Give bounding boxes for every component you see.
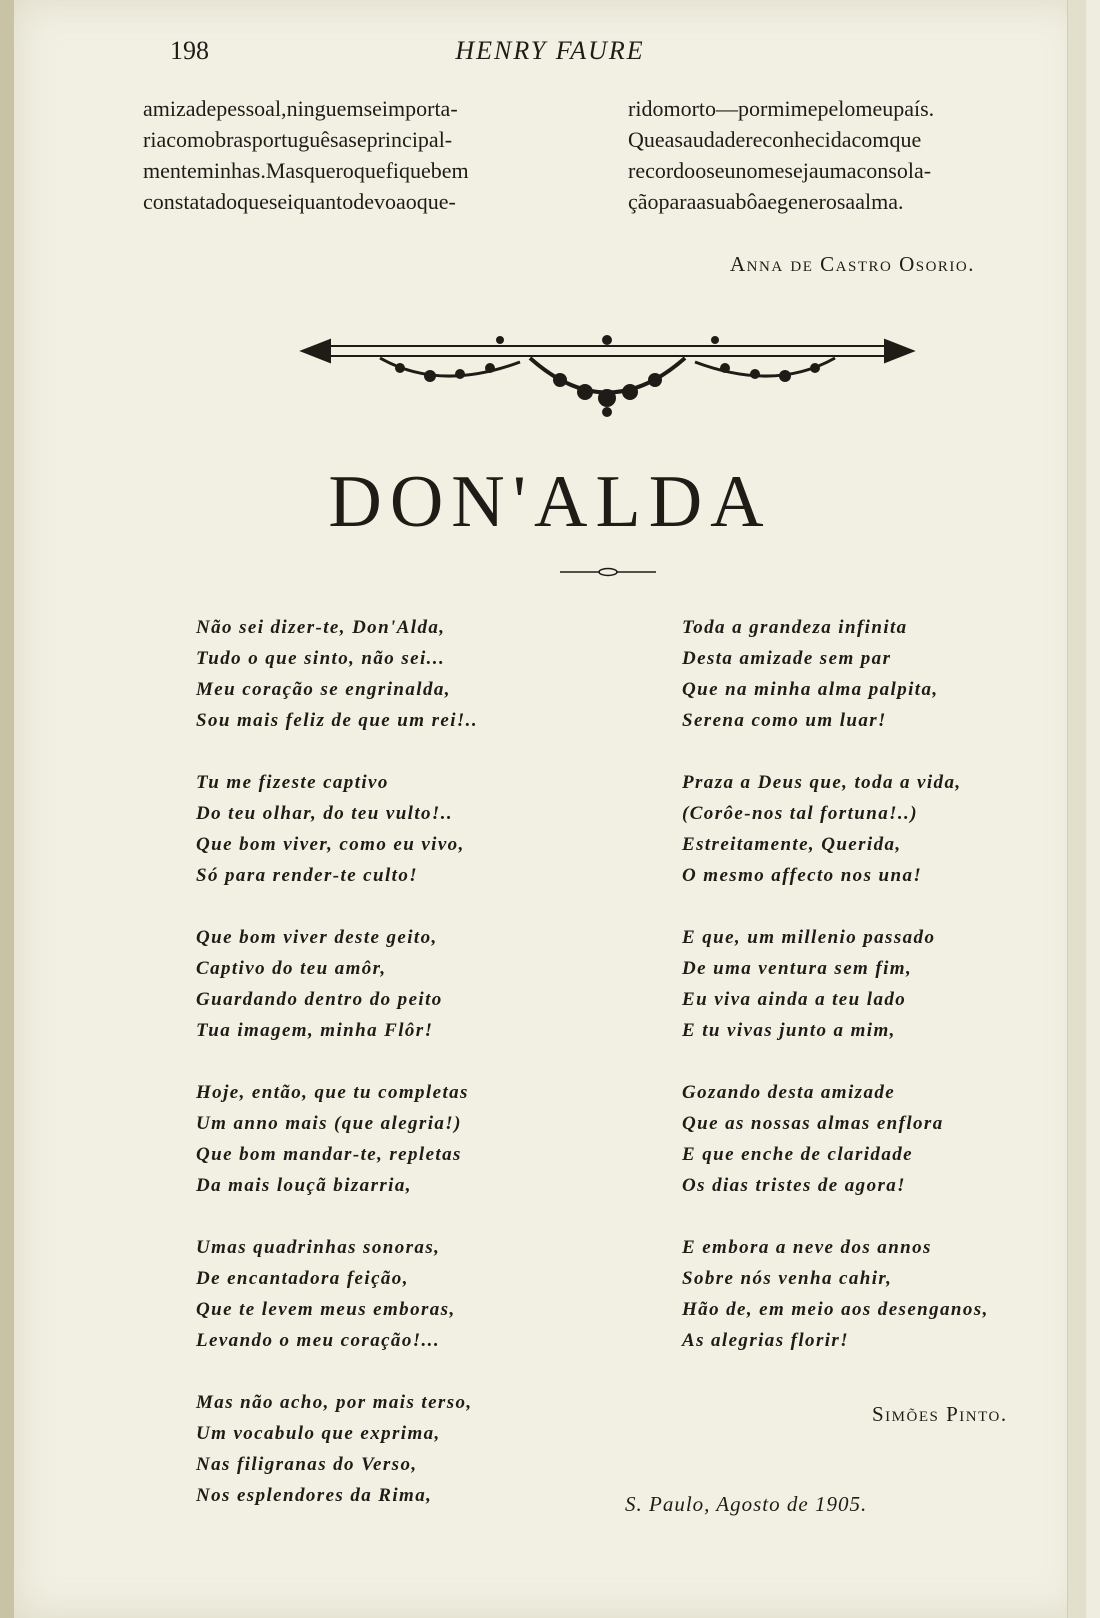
- verse-line: E que enche de claridade: [682, 1144, 913, 1165]
- prose-word: quanto: [293, 189, 354, 214]
- prose-line: [143, 124, 587, 155]
- verse-line: De encantadora feição,: [196, 1268, 409, 1289]
- prose-word: fique: [385, 158, 431, 183]
- prose-word: uma: [818, 158, 857, 183]
- page-edge: [1067, 0, 1086, 1618]
- prose-line: [628, 124, 1068, 155]
- prose-word: e: [807, 96, 818, 121]
- verse-line: Hoje, então, que tu completas: [196, 1082, 469, 1103]
- ornamental-divider: [290, 332, 925, 422]
- poem-title: DON'ALDA: [328, 461, 772, 543]
- prose-word: que: [353, 158, 386, 183]
- prose-word: bem: [430, 158, 469, 183]
- verse-line: Um vocabulo que exprima,: [196, 1423, 441, 1444]
- prose-word: ria: [143, 127, 167, 152]
- verse-line: Os dias tristes de agora!: [682, 1175, 906, 1196]
- prose-word: ao: [395, 189, 417, 214]
- prose-line: [628, 155, 1068, 186]
- prose-word: devo: [353, 189, 396, 214]
- verse-line: Sou mais feliz de que um rei!..: [196, 710, 478, 731]
- prose-line: [143, 186, 587, 217]
- verse-line: Eu viva ainda a teu lado: [682, 989, 907, 1010]
- verse-line: O mesmo affecto nos una!: [682, 865, 923, 886]
- page-gutter: [0, 0, 14, 1618]
- verse-line: Mas não acho, por mais terso,: [196, 1392, 473, 1413]
- verse-line: Que bom viver, como eu vivo,: [196, 834, 465, 855]
- prose-word: saudade: [674, 127, 746, 152]
- prose-word: ção: [628, 189, 659, 214]
- prose-column-left: [143, 93, 587, 217]
- prose-word: minhas.: [196, 158, 266, 183]
- stanza: [682, 1232, 989, 1356]
- prose-author: Anna de Castro Osorio.: [730, 252, 976, 276]
- verse-line: E embora a neve dos annos: [682, 1237, 932, 1258]
- prose-line: [143, 155, 587, 186]
- prose-word: bôa: [735, 189, 768, 214]
- verse-line: Levando o meu coração!...: [196, 1330, 440, 1351]
- verse-line: Que na minha alma palpita,: [682, 679, 939, 700]
- verse-line: As alegrias florir!: [682, 1330, 850, 1351]
- prose-word: que: [237, 189, 269, 214]
- verse-line: Guardando dentro do peito: [196, 989, 443, 1010]
- verse-line: De uma ventura sem fim,: [682, 958, 913, 979]
- prose-word: que: [889, 127, 922, 152]
- prose-word: morto—por: [663, 96, 768, 121]
- prose-word: para: [658, 189, 697, 214]
- stanza: [196, 1077, 478, 1201]
- prose-word: mente: [143, 158, 197, 183]
- verse-line: E tu vivas junto a mim,: [682, 1020, 896, 1041]
- verse-line: Que te levem meus emboras,: [196, 1299, 456, 1320]
- stanza: [196, 1387, 478, 1511]
- verse-line: Estreitamente, Querida,: [682, 834, 902, 855]
- prose-word: a: [664, 127, 675, 152]
- prose-word: país.: [893, 96, 935, 121]
- verse-line: (Corôe-nos tal fortuna!..): [682, 803, 918, 824]
- verse-line: Só para render-te culto!: [196, 865, 419, 886]
- prose-word: alma.: [855, 189, 904, 214]
- verse-line: Nas filigranas do Verso,: [196, 1454, 418, 1475]
- prose-word: ninguem: [286, 96, 364, 121]
- prose-word: e: [767, 189, 778, 214]
- stanza: [196, 767, 478, 891]
- prose-word: pelo: [817, 96, 856, 121]
- prose-column-right: [628, 93, 1068, 217]
- prose-word: amizade: [143, 96, 217, 121]
- prose-word: pessoal,: [216, 96, 287, 121]
- prose-word: seja: [784, 158, 819, 183]
- prose-word: generosa: [777, 189, 856, 214]
- prose-word: sei: [268, 189, 294, 214]
- prose-word: meu: [855, 96, 894, 121]
- prose-line: [628, 186, 1068, 217]
- verse-line: Praza a Deus que, toda a vida,: [682, 772, 962, 793]
- poem-author: Simões Pinto.: [872, 1402, 1008, 1426]
- prose-word: mim: [767, 96, 808, 121]
- verse-line: Que bom mandar-te, repletas: [196, 1144, 462, 1165]
- verse-line: Meu coração se engrinalda,: [196, 679, 451, 700]
- prose-word: reconhecida: [745, 127, 852, 152]
- verse-line: Captivo do teu amôr,: [196, 958, 387, 979]
- prose-word: constatado: [143, 189, 238, 214]
- prose-line: [143, 93, 587, 124]
- prose-word: Que: [628, 127, 665, 152]
- running-title: HENRY FAURE: [455, 36, 645, 65]
- prose-word: importa-: [381, 96, 458, 121]
- prose-word: quero: [303, 158, 354, 183]
- verse-line: Um anno mais (que alegria!): [196, 1113, 462, 1134]
- poem-column-right: [682, 612, 989, 1387]
- verse-line: Umas quadrinhas sonoras,: [196, 1237, 441, 1258]
- stanza: [196, 612, 478, 736]
- verse-line: E que, um millenio passado: [682, 927, 936, 948]
- verse-line: Tu me fizeste captivo: [196, 772, 389, 793]
- stanza: [682, 1077, 989, 1201]
- stanza: [682, 612, 989, 736]
- prose-word: rido: [628, 96, 664, 121]
- verse-line: Não sei dizer-te, Don'Alda,: [196, 617, 446, 638]
- verse-line: Da mais louçã bizarria,: [196, 1175, 412, 1196]
- verse-line: Que bom viver deste geito,: [196, 927, 438, 948]
- prose-word: o: [695, 158, 707, 183]
- verse-line: Tudo o que sinto, não sei...: [196, 648, 446, 669]
- prose-word: nome: [735, 158, 785, 183]
- verse-line: Toda a grandeza infinita: [682, 617, 908, 638]
- prose-word: com: [851, 127, 890, 152]
- verse-line: Nos esplendores da Rima,: [196, 1485, 433, 1506]
- verse-line: Hão de, em meio aos desenganos,: [682, 1299, 989, 1320]
- title-rule: [560, 567, 656, 577]
- place-date: S. Paulo, Agosto de 1905.: [625, 1492, 868, 1516]
- verse-line: Do teu olhar, do teu vulto!..: [196, 803, 454, 824]
- prose-word: e: [356, 127, 367, 152]
- prose-line: [628, 93, 1068, 124]
- prose-word: sua: [706, 189, 736, 214]
- verse-line: Gozando desta amizade: [682, 1082, 896, 1103]
- verse-line: Desta amizade sem par: [682, 648, 892, 669]
- page-number: 198: [170, 36, 209, 65]
- stanza: [196, 922, 478, 1046]
- prose-word: com: [166, 127, 205, 152]
- prose-word: consola-: [856, 158, 932, 183]
- poem-column-left: [196, 612, 478, 1542]
- prose-word: se: [363, 96, 382, 121]
- prose-word: recordo: [628, 158, 696, 183]
- verse-line: Serena como um luar!: [682, 710, 887, 731]
- stanza: [682, 922, 989, 1046]
- prose-word: seu: [706, 158, 736, 183]
- prose-word: principal-: [366, 127, 453, 152]
- verse-line: Tua imagem, minha Flôr!: [196, 1020, 434, 1041]
- prose-word: Mas: [265, 158, 304, 183]
- verse-line: Sobre nós venha cahir,: [682, 1268, 893, 1289]
- prose-word: obras: [204, 127, 252, 152]
- prose-word: que-: [416, 189, 456, 214]
- stanza: [682, 767, 989, 891]
- stanza: [196, 1232, 478, 1356]
- verse-line: Que as nossas almas enflora: [682, 1113, 944, 1134]
- prose-word: a: [696, 189, 707, 214]
- prose-word: portuguêsas: [251, 127, 357, 152]
